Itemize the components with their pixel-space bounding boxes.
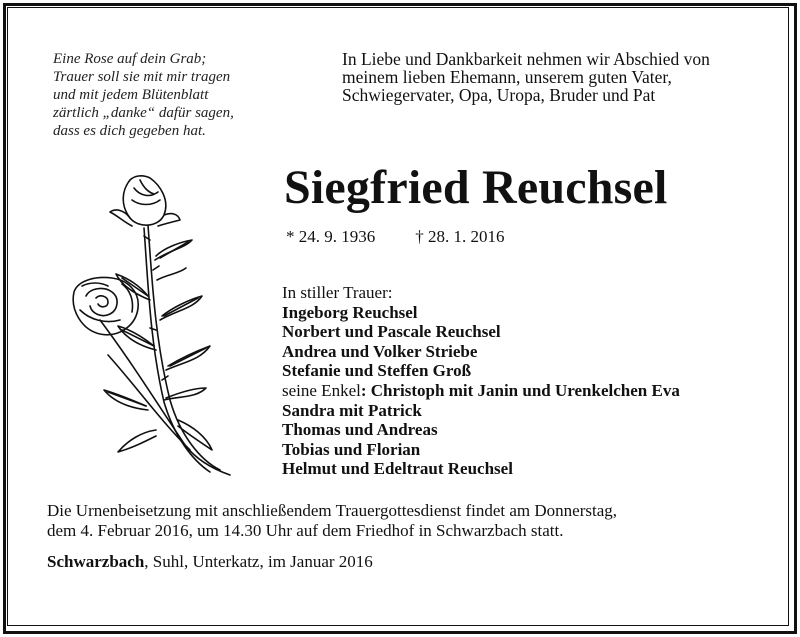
- mourner-name: Tobias und Florian: [282, 439, 421, 459]
- intro-text: [342, 50, 782, 104]
- poem-line: Trauer soll sie mit mir tragen: [53, 69, 231, 85]
- intro-line: Schwiegervater, Opa, Uropa, Bruder und Pat: [342, 85, 656, 105]
- intro-line: In Liebe und Dankbarkeit nehmen wir Abschied von: [342, 49, 710, 69]
- mourner-name: Norbert und Pascale Reuchsel: [282, 322, 501, 342]
- service-line: dem 4. Februar 2016, um 14.30 Uhr auf dem Friedhof in Schwarzbach statt.: [47, 521, 564, 540]
- place-and-date: [47, 552, 373, 572]
- poem-line: Eine Rose auf dein Grab;: [53, 51, 207, 67]
- poem-line: zärtlich „danke“ dafür sagen,: [53, 105, 234, 121]
- poem-line: dass es dich gegeben hat.: [53, 123, 206, 139]
- poem: [53, 50, 313, 140]
- birth-date: * 24. 9. 1936: [286, 227, 376, 246]
- grandchildren-prefix: seine Enkel: [282, 380, 361, 400]
- poem-line: und mit jedem Blütenblatt: [53, 87, 209, 103]
- mourner-name: Sandra mit Patrick: [282, 400, 422, 420]
- mourner-name: Thomas und Andreas: [282, 420, 438, 440]
- mourners-heading: In stiller Trauer:: [282, 283, 393, 302]
- mourner-name: Andrea und Volker Striebe: [282, 341, 478, 361]
- mourner-name: Stefanie und Steffen Groß: [282, 361, 472, 381]
- deceased-name: Siegfried Reuchsel: [284, 161, 668, 214]
- intro-line: meinem lieben Ehemann, unserem guten Vater,: [342, 67, 672, 87]
- grandchild-name: Christoph mit Janin und Urenkelchen Eva: [370, 380, 680, 400]
- place-rest: , Suhl, Unterkatz, im Januar 2016: [144, 552, 373, 571]
- grandchildren-colon: :: [360, 380, 371, 400]
- mourner-name: Ingeborg Reuchsel: [282, 302, 418, 322]
- rose-illustration: [60, 170, 250, 480]
- mourner-name: Helmut und Edeltraut Reuchsel: [282, 459, 513, 479]
- service-notice: [47, 501, 767, 541]
- mourners-list: [282, 283, 680, 479]
- place-town: Schwarzbach: [47, 552, 145, 571]
- life-dates: [286, 227, 505, 247]
- service-line: Die Urnenbeisetzung mit anschließendem Trauergottesdienst findet am Donnerstag,: [47, 501, 617, 520]
- death-date: † 28. 1. 2016: [415, 227, 505, 246]
- grandchildren-line: [282, 381, 680, 401]
